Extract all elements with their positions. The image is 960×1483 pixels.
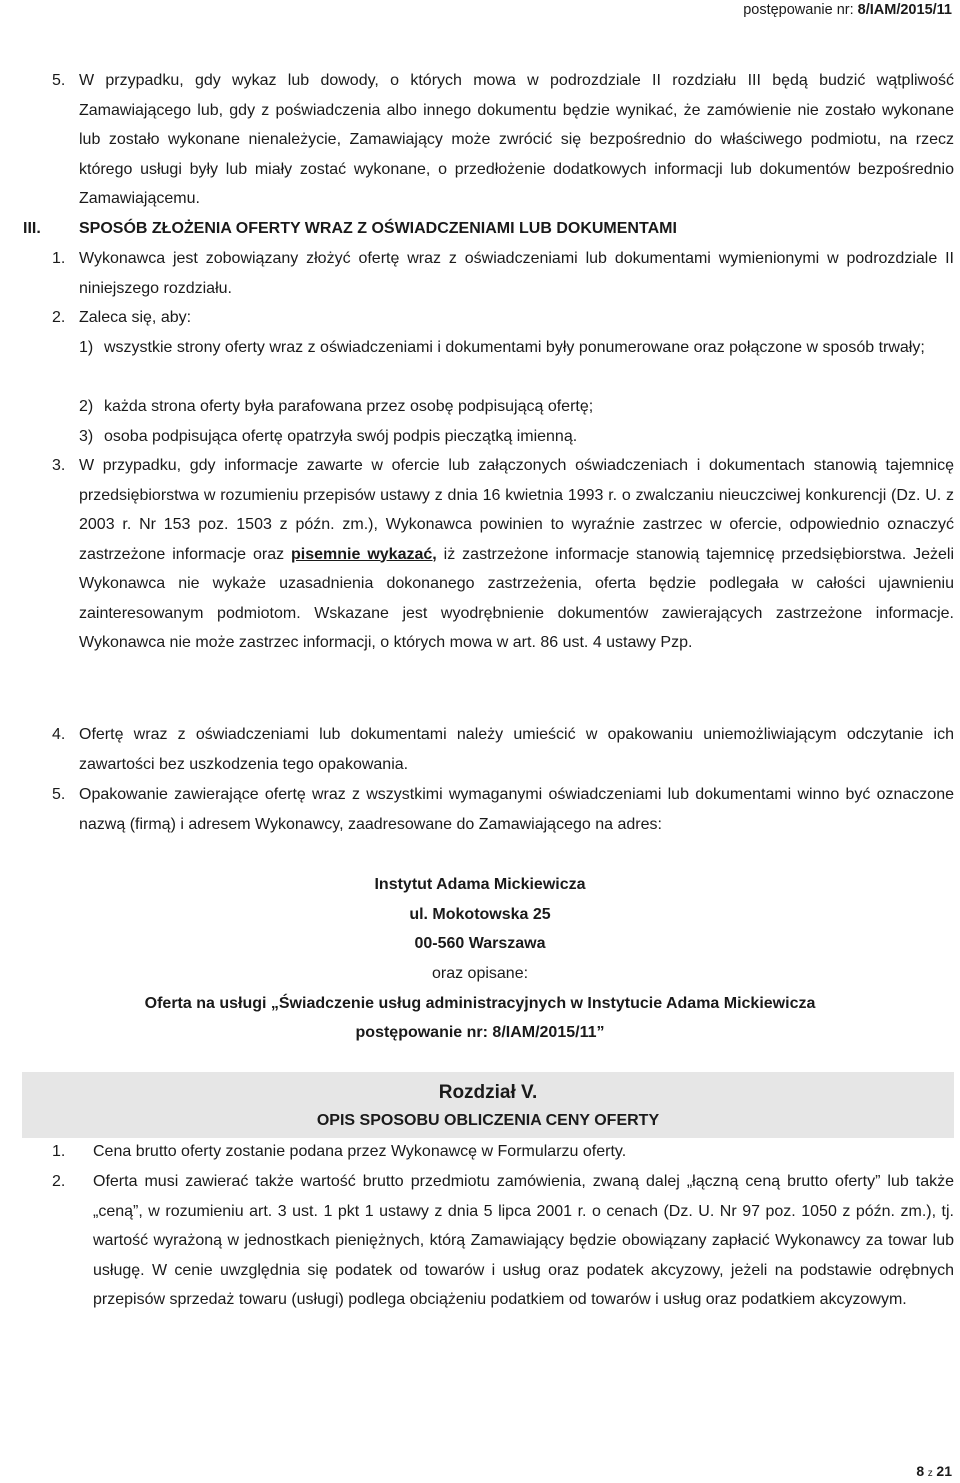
offer-label: Oferta na usługi „Świadczenie usług administracyjnych w Instytucie Adama Mickiewicza	[144, 995, 816, 1012]
page-header	[743, 2, 952, 18]
address-street: ul. Mokotowska 25	[409, 906, 551, 923]
sub1-text: wszystkie strony oferty wraz z oświadczeniami i dokumentami były ponumerowane oraz połączone w sposób trwały;	[104, 339, 925, 356]
sec3-item5-text: Opakowanie zawierające ofertę wraz z wszystkimi wymaganymi oświadczeniami lub dokumentami winno być oznaczone nazwą (firmą) i adresem Wykonawcy, zaadresowane do Zamawiającego na adres:	[79, 786, 954, 833]
emphasis-written-proof: pisemnie wykazać,	[291, 545, 437, 563]
sec3-item3-part2: iż zastrzeżone informacje stanowią tajemnicę przedsiębiorstwa. Jeżeli Wykonawca nie wykaże uzasadnienia dokonanego zastrzeżenia, oferta będzie podlegała w całości ujawnieniu zainteresowanym podmiotom. Wskazane jest wyodrębnienie dokumentów zawierających zastrzeżone informacje. Wykonawca nie może zastrzec informacji, o których mowa w art. 86 ust. 4 ustawy Pzp.	[79, 545, 954, 651]
sec3-item3-number: 3.	[52, 457, 66, 474]
address-city: 00-560 Warszawa	[414, 935, 546, 952]
sec3-item3-part1: W przypadku, gdy informacje zawarte w ofercie lub załączonych oświadczeniach i dokumentach stanowią tajemnicę przedsiębiorstwa w rozumieniu przepisów ustawy z dnia 16 kwietnia 1993 r. o zwalczaniu nieuczciwej konkurencji (Dz. U. z 2003 r. Nr 153 poz. 1503 z późn. zm.), Wykonawca powinien to wyraźnie zastrzec w ofercie, odpowiednio oznaczyć zastrzeżone informacje oraz	[79, 457, 954, 563]
sec3-item3-text	[79, 451, 954, 658]
chapter-subheading: OPIS SPOSOBU OBLICZENIA CENY OFERTY	[316, 1112, 660, 1129]
section-title: SPOSÓB ZŁOŻENIA OFERTY WRAZ Z OŚWIADCZENIAMI LUB DOKUMENTAMI	[79, 220, 677, 237]
sec3-item5-number: 5.	[52, 786, 66, 803]
sec3-item1-text: Wykonawca jest zobowiązany złożyć ofertę wraz z oświadczeniami lub dokumentami wymienionymi w podrozdziale II niniejszego rozdziału.	[79, 250, 954, 297]
sec3-item4-text: Ofertę wraz z oświadczeniami lub dokumentami należy umieścić w opakowaniu uniemożliwiającym odczytanie ich zawartości bez uszkodzenia tego opakowania.	[79, 726, 954, 773]
sub1-number: 1)	[79, 339, 94, 356]
sec2-item5-text: W przypadku, gdy wykaz lub dowody, o których mowa w podrozdziale II rozdziału III będą budzić wątpliwość Zamawiającego lub, gdy z poświadczenia albo innego dokumentu będzie wynikać, że zamówienie nie zostało wykonane lub zostało wykonane nienależycie, Zamawiający może zwrócić się bezpośrednio do właściwego podmiotu, na rzecz którego usługi były lub miały zostać wykonane, o przedłożenie dodatkowych informacji lub dokumentów bezpośrednio Zamawiającemu.	[79, 72, 954, 207]
sub3-number: 3)	[79, 428, 94, 445]
ch5-item1-number: 1.	[52, 1143, 66, 1160]
page-total: 21	[936, 1463, 952, 1479]
section-roman-numeral: III.	[23, 220, 41, 237]
sec3-item2-text: Zaleca się, aby:	[79, 309, 192, 326]
sub2-text: każda strona oferty była parafowana przez osobę podpisującą ofertę;	[104, 398, 594, 415]
page-sep: z	[927, 1468, 933, 1479]
sec3-item1-number: 1.	[52, 250, 66, 267]
header-code: 8/IAM/2015/11	[857, 2, 952, 18]
ch5-item2-text: Oferta musi zawierać także wartość brutto przedmiotu zamówienia, zwaną dalej „łączną ceną brutto oferty” lub także „ceną”, w rozumieniu art. 3 ust. 1 pkt 1 ustawy z dnia 5 lipca 2001 r. o cenach (Dz. U. Nr 97 poz. 1050 z późn. zm.), tj. wartość wyrażoną w jednostkach pieniężnych, którą Zamawiający będzie obowiązany zapłacić Wykonawcy za towar lub usługę. W cenie uwzględnia się podatek od towarów i usług oraz podatek akcyzowy, jeżeli na podstawie odrębnych przepisów sprzedaż towaru (usługi) podlega obciążeniu podatkiem od towarów i usług oraz podatkiem akcyzowym.	[93, 1173, 954, 1308]
ch5-item2-number: 2.	[52, 1173, 66, 1190]
sub3-text: osoba podpisująca ofertę opatrzyła swój podpis pieczątką imienną.	[104, 428, 578, 445]
address-institution: Instytut Adama Mickiewicza	[374, 876, 586, 893]
sub2-number: 2)	[79, 398, 94, 415]
ch5-item1-text: Cena brutto oferty zostanie podana przez Wykonawcę w Formularzu oferty.	[93, 1143, 627, 1160]
page-current: 8	[916, 1463, 925, 1479]
procedure-label: postępowanie nr: 8/IAM/2015/11”	[355, 1024, 605, 1041]
sec2-item5-number: 5.	[52, 72, 66, 89]
address-described: oraz opisane:	[431, 965, 529, 982]
chapter-heading: Rozdział V.	[438, 1082, 538, 1103]
sec3-item4-number: 4.	[52, 726, 66, 743]
header-label: postępowanie nr:	[743, 2, 854, 18]
sec3-item2-number: 2.	[52, 309, 66, 326]
page-number	[916, 1463, 952, 1479]
